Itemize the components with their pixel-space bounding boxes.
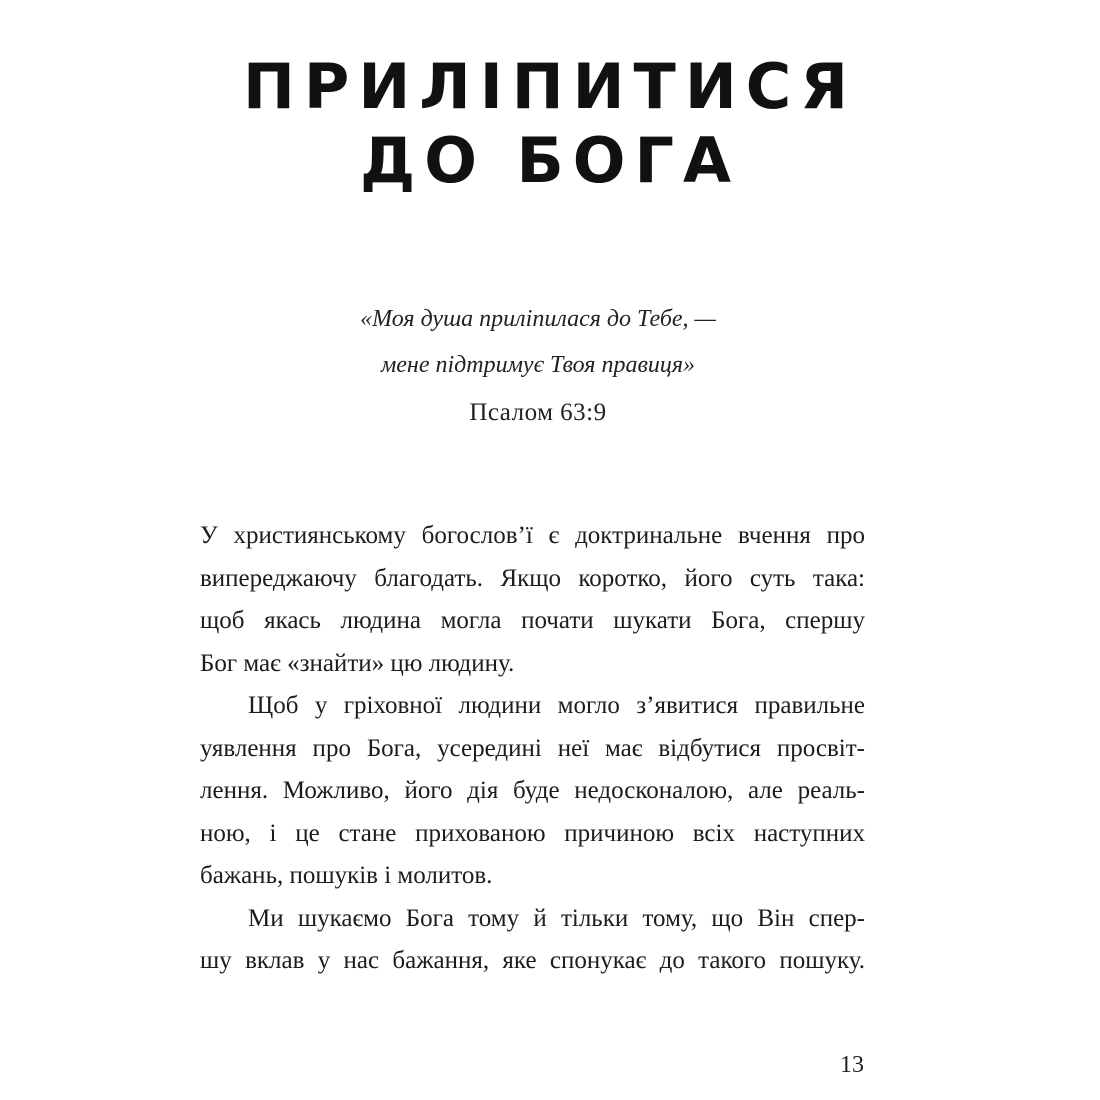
body-line: шу вклав у нас бажання, яке спонукає до такого пошуку. (200, 947, 865, 974)
body-line: Щоб у гріховної людини могло з’явитися правильне (248, 692, 865, 719)
body-text (200, 515, 865, 983)
body-line: щоб якась людина могла почати шукати Бога, спершу (200, 607, 865, 634)
chapter-title-line-1: ПРИЛІПИТИСЯ (243, 50, 857, 123)
body-line: ною, і це стане прихованою причиною всіх наступних (200, 819, 865, 847)
chapter-title-line-2: ДО БОГА (360, 124, 740, 197)
body-line: уявлення про Бога, усередині неї має відбутися просвіт- (200, 734, 865, 762)
epigraph-line-1: «Моя душа приліпилася до Тебе, — (360, 306, 716, 332)
body-line: бажань, пошуків і молитов. (200, 862, 493, 889)
page-number: 13 (840, 1052, 864, 1078)
epigraph-source: Псалом 63:9 (469, 399, 607, 426)
body-line: випереджаючу благодать. Якщо коротко, його суть така: (200, 564, 865, 592)
epigraph-line-2: мене підтримує Твоя правиця» (380, 352, 696, 378)
chapter-title (0, 50, 1100, 198)
body-line: У християнському богослов’ї є доктринальне вчення про (200, 522, 865, 549)
body-line: Ми шукаємо Бога тому й тільки тому, що Він спер- (248, 904, 865, 932)
body-line: Бог має «знайти» цю людину. (200, 649, 515, 677)
epigraph (0, 296, 1076, 428)
body-line: лення. Можливо, його дія буде недосконалою, але реаль- (200, 777, 865, 804)
